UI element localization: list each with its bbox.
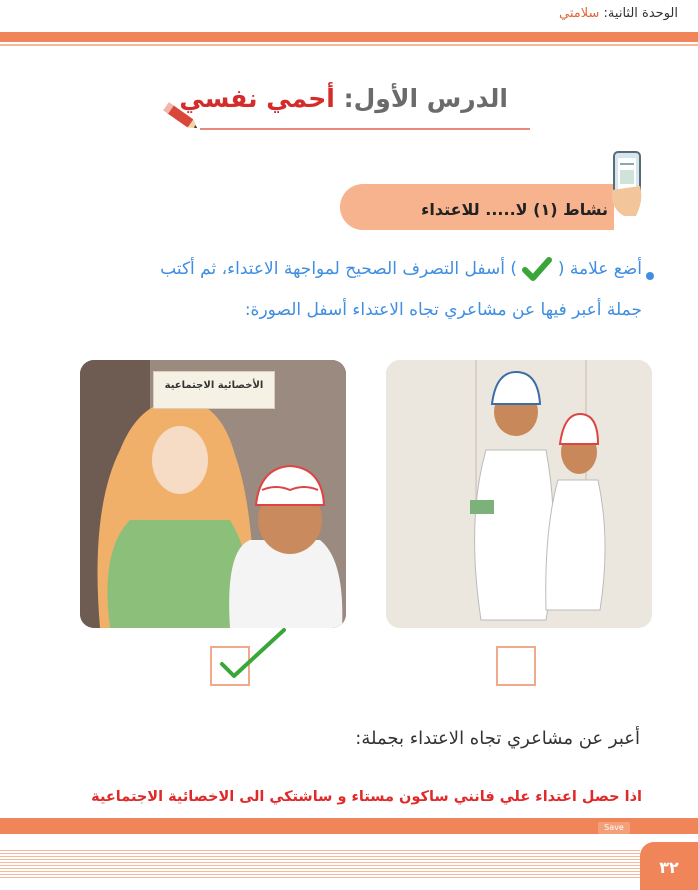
unit-label: الوحدة الثانية: <box>603 6 678 21</box>
unit-title <box>559 6 678 21</box>
lesson-prefix: الدرس الأول: <box>343 84 508 113</box>
header-band <box>0 32 698 42</box>
green-check-icon <box>522 257 552 281</box>
social-worker-sign <box>153 371 275 409</box>
instruction-text-a: أضع علامة ( <box>557 259 642 279</box>
footer-stripes <box>0 850 640 878</box>
answer-text[interactable]: اذا حصل اعتداء علي فانني ساكون مستاء و ساشتكي الى الاخصائية الاجتماعية <box>91 789 642 805</box>
bullet-point <box>646 272 654 280</box>
sign-text: الأخصائية الاجتماعية <box>164 380 264 391</box>
save-button[interactable]: Save <box>598 822 630 834</box>
checkbox-right[interactable] <box>496 646 536 686</box>
instruction-line-1 <box>160 257 642 281</box>
footer-band <box>0 818 698 834</box>
instruction-line-2: جملة أعبر فيها عن مشاعري تجاه الاعتداء أسفل الصورة: <box>244 300 642 320</box>
lesson-name: أحمي نفسي <box>179 84 335 113</box>
header-line <box>0 44 698 46</box>
checkmark-icon <box>214 626 288 682</box>
pushing-boys-illustration <box>386 360 652 628</box>
activity-title: نشاط (١) لا..... للاعتداء <box>421 200 608 219</box>
unit-name: سلامتي <box>559 6 600 21</box>
lesson-title <box>179 84 508 113</box>
title-underline <box>200 128 530 130</box>
page-number: ٣٢ <box>659 858 679 877</box>
phone-icon <box>610 150 644 220</box>
aggression-picture <box>386 360 652 628</box>
feelings-prompt: أعبر عن مشاعري تجاه الاعتداء بجملة: <box>355 728 640 749</box>
instruction-text-b: ) أسفل التصرف الصحيح لمواجهة الاعتداء، ثم أكتب <box>160 259 518 279</box>
